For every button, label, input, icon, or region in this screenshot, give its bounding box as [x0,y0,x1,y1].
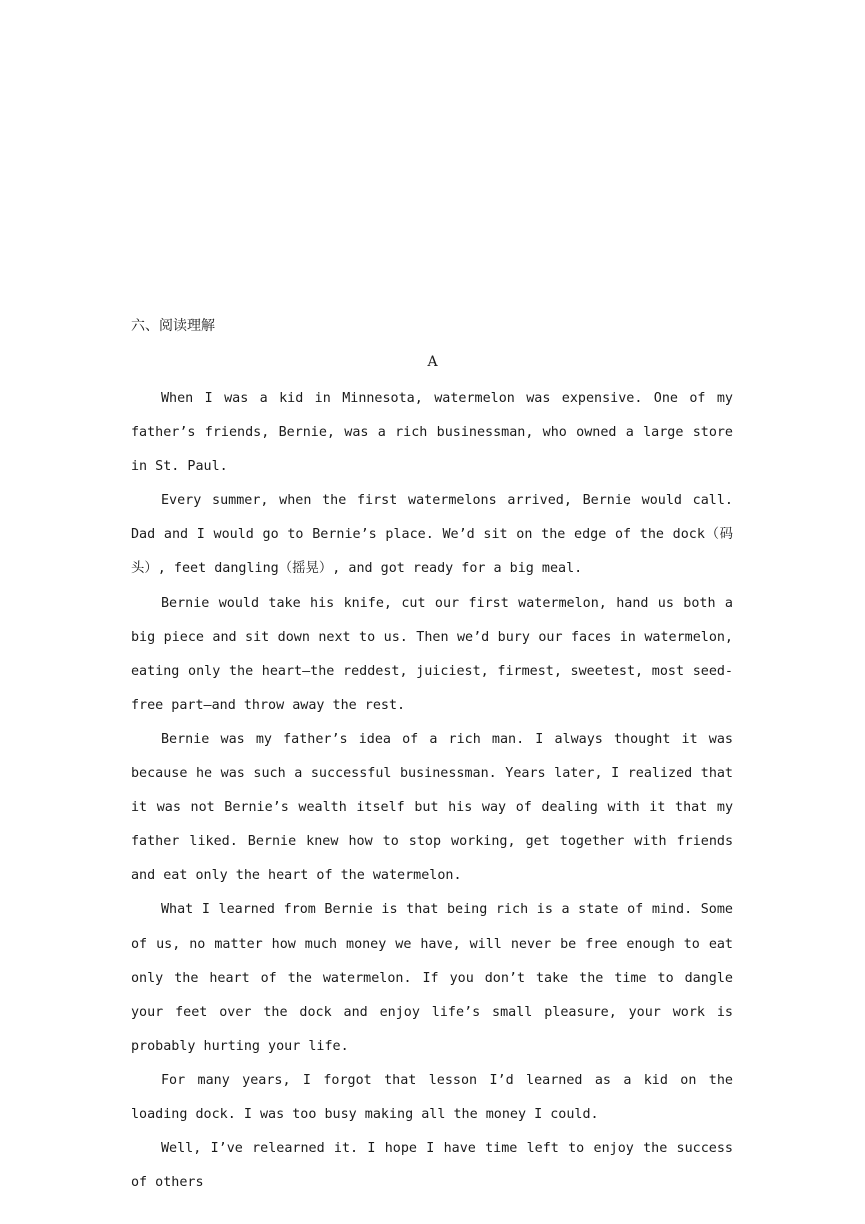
paragraph-3: Bernie would take his knife, cut our first watermelon, hand us both a big piece and sit down next to us. Then we’d bury our faces in watermelon, eating only the heart—the reddest, juiciest, firmest, sweetest, most seed-free part—and throw away the rest. [131,595,733,713]
paragraph-4: Bernie was my father’s idea of a rich man. I always thought it was because he was such a successful businessman. Years later, I realized that it was not Bernie’s wealth itself but his way of dealing with it that my father liked. Bernie knew how to stop working, get together with friends and eat only the heart of the watermelon. [131,731,733,884]
paragraph-7: Well, I’ve relearned it. I hope I have time left to enjoy the success of others [131,1141,733,1191]
paragraph-2: Every summer, when the first watermelons arrived, Bernie would call. Dad and I would go to Bernie’s place. We’d sit on the edge of the dock（码头）, feet dangling（摇晃）, and got ready for a big meal. [131,493,733,577]
paragraph-6: For many years, I forgot that lesson I’d learned as a kid on the loading dock. I was too busy making all the money I could. [131,1072,733,1122]
paragraph-1: When I was a kid in Minnesota, watermelon was expensive. One of my father’s friends, Bernie, was a rich businessman, who owned a large store in St. Paul. [131,391,733,475]
section-heading: 六、阅读理解 [131,318,215,334]
paragraph-5: What I learned from Bernie is that being rich is a state of mind. Some of us, no matter how much money we have, will never be free enough to eat only the heart of the watermelon. If you don’t take the time to dangle your feet over the dock and enjoy life’s small pleasure, your work is probably hurting your life. [131,902,733,1054]
passage-body [131,382,733,1200]
passage-letter: A [427,354,438,370]
